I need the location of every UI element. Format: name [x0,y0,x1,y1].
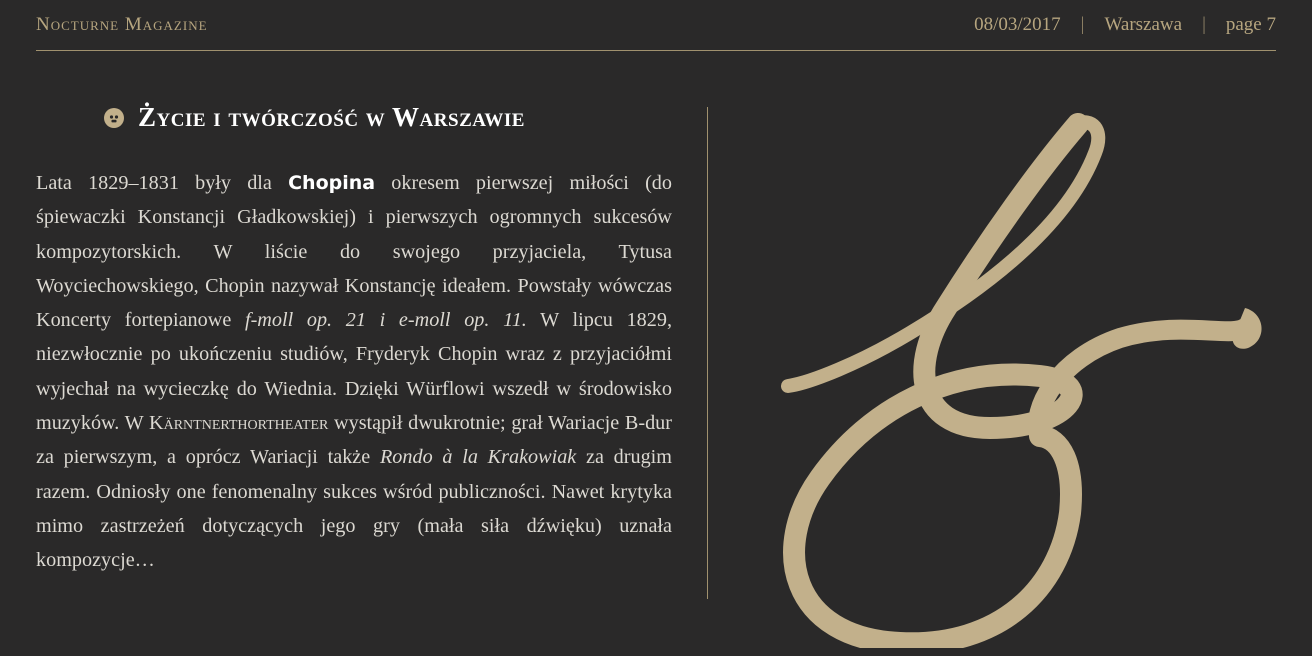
headline-text: Życie i twórczość w Warszawie [138,102,525,132]
header-meta [974,14,1276,36]
ampersand-icon [740,108,1285,648]
article-headline [104,102,525,133]
body-text-segment: wystąpił dwukrotnie; grał Wariacje B-dur za pierwszym, a oprócz Wariacji także [36,412,672,469]
body-text-segment: W lipcu 1829, niezwłocznie po ukończeniu studiów, Fryderyk Chopin wraz z przyjaciółmi wyjechał na wycieczkę do Wiednia. Dzięki Würflowi wszedł w środowisko muzyków. W [36,309,672,435]
page-header [36,0,1276,51]
column-divider [707,107,708,599]
meta-separator: | [1202,14,1206,35]
body-text-segment: Lata 1829–1831 były dla [36,172,289,194]
body-smallcaps-venue: Kärntnerthortheater [149,412,329,435]
body-bold-name: Chopina [288,172,376,194]
body-italic-title: Rondo à la Krakowiak [379,446,577,469]
article-body [36,166,672,578]
smile-bullet-icon [104,108,124,128]
city-name: Warszawa [1104,14,1183,35]
meta-separator: | [1080,14,1085,35]
page-number: page 7 [1225,14,1276,35]
body-italic-title: f-moll op. 21 i e-moll op. 11. [244,309,527,332]
magazine-name: Nocturne Magazine [36,14,208,35]
issue-date: 08/03/2017 [974,14,1061,35]
body-text-segment: za drugim razem. Odniosły one fenomenalny sukces wśród publiczności. Nawet krytyka mimo zastrzeżeń dotyczących jego gry (mała siła dźwięku) uznała kompozycje… [36,446,672,572]
body-text-segment: okresem pierwszej miłości (do śpiewaczki Konstancji Gładkowskiej) i pierwszych ogromnych sukcesów kompozytorskich. W liście do swojego przyjaciela, Tytusa Woyciechowskiego, Chopin nazywał Konstancję ideałem. Powstały wówczas Koncerty fortepianowe [36,172,672,332]
